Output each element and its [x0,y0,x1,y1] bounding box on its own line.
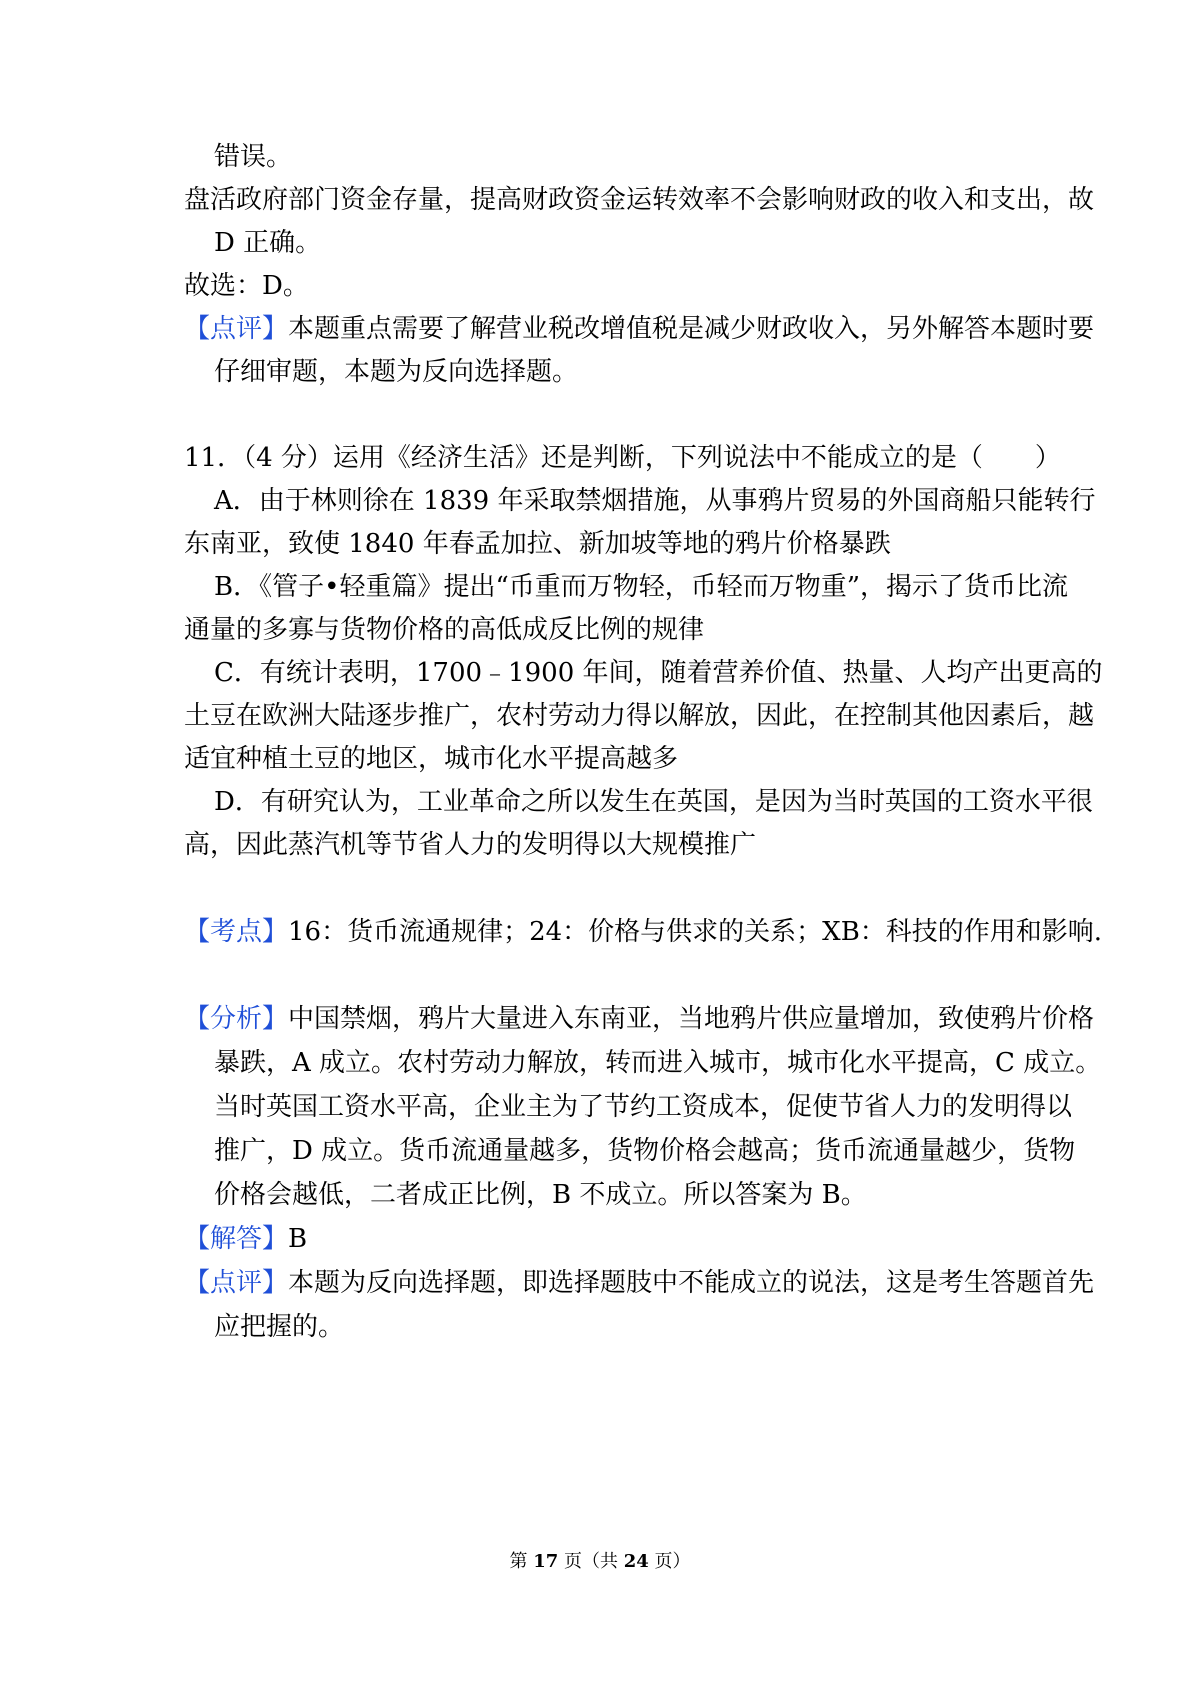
page-total: 24 [623,1551,649,1572]
option-c-cont: 适宜种植土豆的地区，城市化水平提高越多 [184,744,679,774]
fenxi-tag: 【分析】 [184,1004,289,1034]
text-line: 价格会越低，二者成正比例，B 不成立。所以答案为 B。 [214,1180,867,1210]
option-c-cont: 土豆在欧洲大陆逐步推广，农村劳动力得以解放，因此，在控制其他因素后，越 [184,701,1095,731]
text-line: 暴跌，A 成立。农村劳动力解放，转而进入城市，城市化水平提高，C 成立。 [214,1048,1102,1078]
option-a-cont: 东南亚，致使 1840 年春孟加拉、新加坡等地的鸦片价格暴跌 [184,529,891,559]
jieda-tag: 【解答】 [184,1224,289,1254]
text-line: 应把握的。 [214,1312,345,1342]
jieda-paragraph [184,1221,307,1257]
text-line: 推广，D 成立。货币流通量越多，货物价格会越高；货币流通量越少，货物 [214,1136,1076,1166]
text-line: 故选：D。 [184,271,309,301]
dianping-text: 本题为反向选择题，即选择题肢中不能成立的说法，这是考生答题首先 [288,1268,1095,1298]
text-line: 盘活政府部门资金存量，提高财政资金运转效率不会影响财政的收入和支出，故 [184,185,1095,215]
option-d: D．有研究认为，工业革命之所以发生在英国，是因为当时英国的工资水平很 [214,787,1093,817]
footer-post: 页） [648,1551,691,1572]
text-line: 当时英国工资水平高，企业主为了节约工资成本，促使节省人力的发明得以 [214,1092,1073,1122]
dianping-tag: 【点评】 [184,1268,289,1298]
question-stem: 11．（4 分）运用《经济生活》还是判断，下列说法中不能成立的是（ ） [184,443,1061,473]
page-footer [0,1550,1200,1574]
page-number: 17 [533,1551,559,1572]
text-line: 仔细审题，本题为反向选择题。 [214,357,579,387]
option-c: C．有统计表明，1700﹣1900 年间，随着营养价值、热量、人均产出更高的 [214,658,1103,688]
text-line: D 正确。 [214,228,322,258]
dianping-paragraph [184,1265,1094,1301]
kaodian-text: 16：货币流通规律；24：价格与供求的关系；XB：科技的作用和影响. [288,917,1103,947]
fenxi-paragraph [184,1001,1094,1037]
footer-mid: 页（共 [558,1551,624,1572]
text-line: 错误。 [214,142,293,172]
comment-paragraph [184,311,1094,347]
option-a: A．由于林则徐在 1839 年采取禁烟措施，从事鸦片贸易的外国商船只能转行 [214,486,1096,516]
fenxi-text: 中国禁烟，鸦片大量进入东南亚，当地鸦片供应量增加，致使鸦片价格 [288,1004,1095,1034]
comment-text: 本题重点需要了解营业税改增值税是减少财政收入，另外解答本题时要 [288,314,1095,344]
option-d-cont: 高，因此蒸汽机等节省人力的发明得以大规模推广 [184,830,757,860]
option-b: B．《管子•轻重篇》提出“币重而万物轻，币轻而万物重”，揭示了货币比流 [214,572,1069,602]
kaodian-paragraph [184,914,1102,950]
jieda-answer: B [288,1224,308,1254]
option-b-cont: 通量的多寡与货物价格的高低成反比例的规律 [184,615,705,645]
footer-pre: 第 [509,1551,534,1572]
kaodian-tag: 【考点】 [184,917,289,947]
comment-tag: 【点评】 [184,314,289,344]
